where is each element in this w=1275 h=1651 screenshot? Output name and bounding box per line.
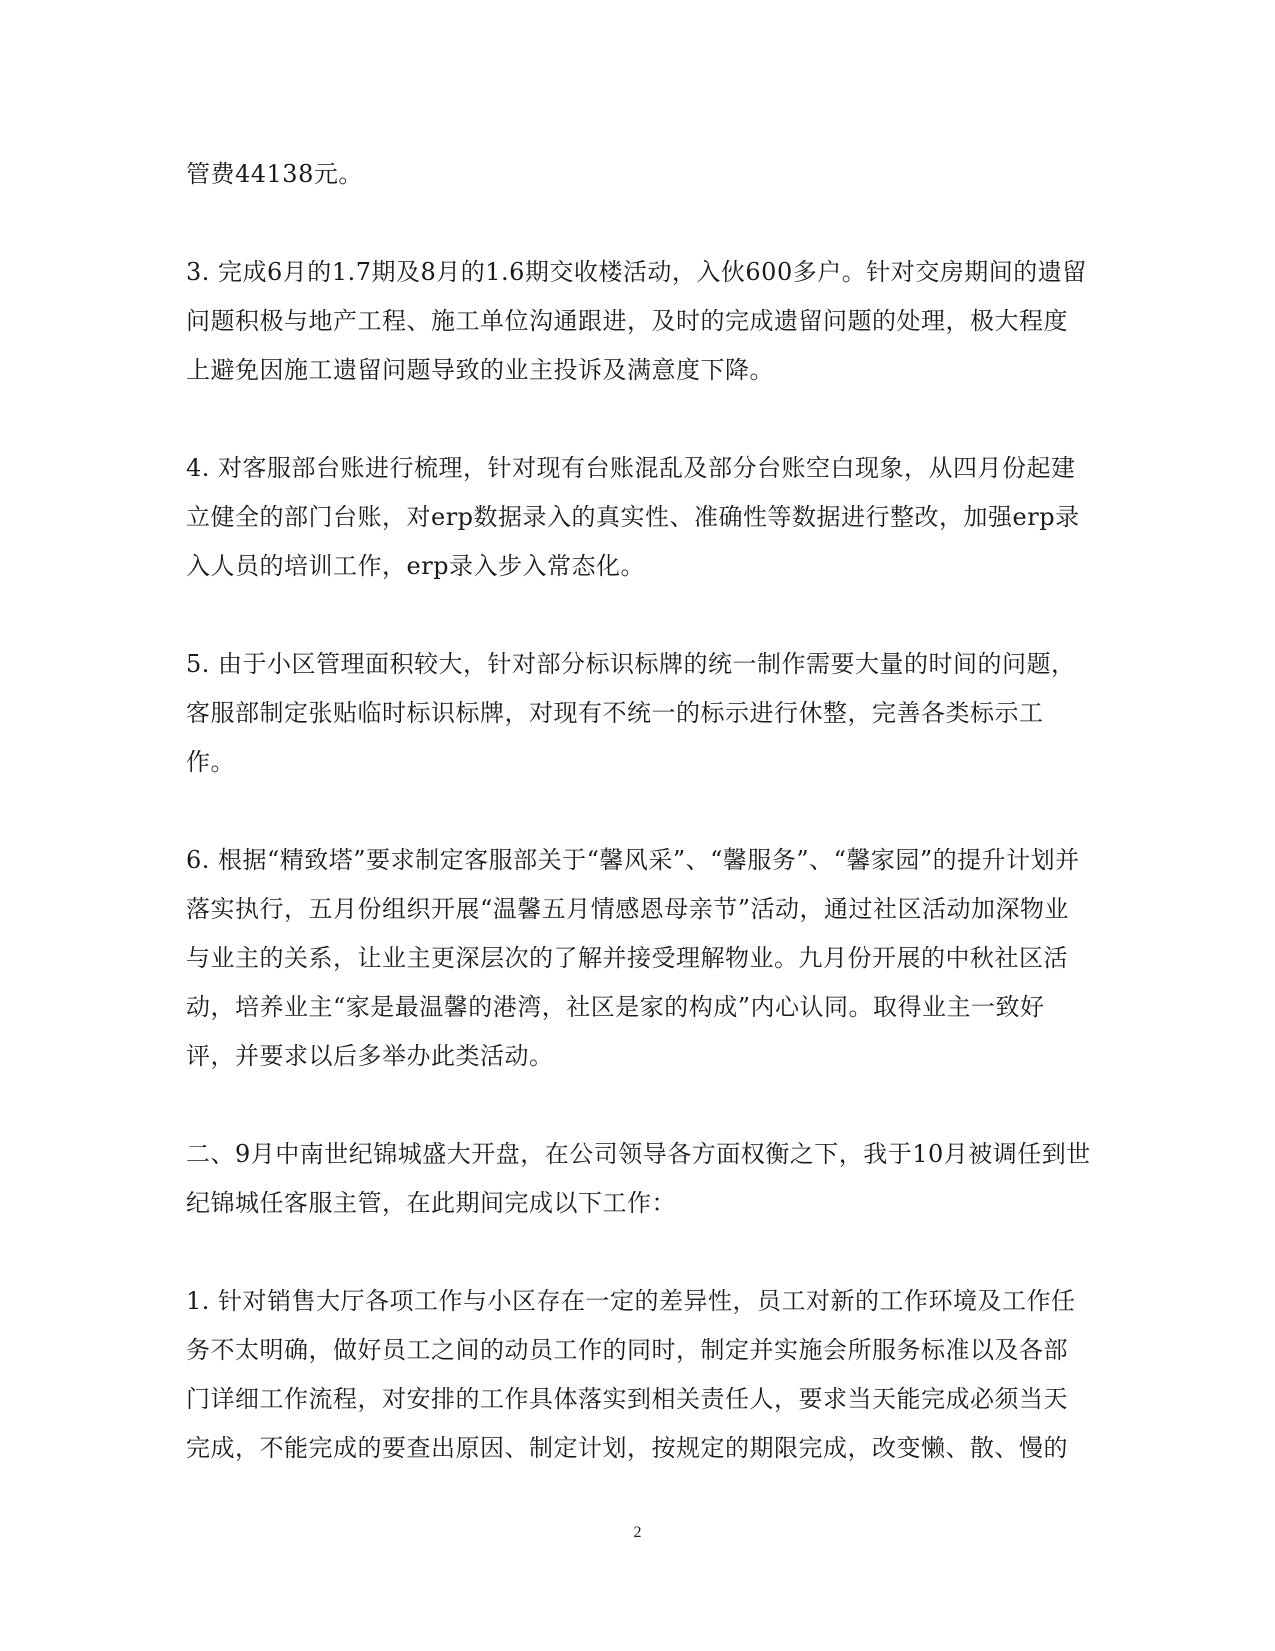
paragraph-gap xyxy=(186,1081,1091,1130)
paragraph-item-4: 4. 对客服部台账进行梳理，针对现有台账混乱及部分台账空白现象，从四月份起建立健全的部门台账，对erp数据录入的真实性、准确性等数据进行整改，加强erp录入人员的培训工作，erp录入步入常态化。 xyxy=(186,454,1080,580)
paragraph-fee-total: 管费44138元。 xyxy=(186,160,363,188)
paragraph-section-two: 二、9月中南世纪锦城盛大开盘，在公司领导各方面权衡之下，我于10月被调任到世纪锦城任客服主管，在此期间完成以下工作： xyxy=(186,1140,1091,1217)
paragraph-item-3: 3. 完成6月的1.7期及8月的1.6期交收楼活动，入伙600多户。针对交房期间的遗留问题积极与地产工程、施工单位沟通跟进，及时的完成遗留问题的处理，极大程度上避免因施工遗留问题导致的业主投诉及满意度下降。 xyxy=(186,258,1087,384)
page-number: 2 xyxy=(633,1524,642,1541)
paragraph-gap xyxy=(186,1228,1091,1277)
paragraph-gap xyxy=(186,787,1091,836)
paragraph-item-6: 6. 根据“精致塔”要求制定客服部关于“馨风采”、“馨服务”、“馨家园”的提升计划并落实执行，五月份组织开展“温馨五月情感恩母亲节”活动，通过社区活动加深物业与业主的关系，让业主更深层次的了解并接受理解物业。九月份开展的中秋社区活动，培养业主“家是最温馨的港湾，社区是家的构成”内心认同。取得业主一致好评，并要求以后多举办此类活动。 xyxy=(186,846,1080,1070)
paragraph-gap xyxy=(186,199,1091,248)
paragraph-gap xyxy=(186,395,1091,444)
paragraph-item-5: 5. 由于小区管理面积较大，针对部分标识标牌的统一制作需要大量的时间的问题，客服部制定张贴临时标识标牌，对现有不统一的标示进行休整，完善各类标示工作。 xyxy=(186,650,1076,776)
paragraph-gap xyxy=(186,591,1091,640)
document-body xyxy=(186,150,1091,1473)
paragraph-item-1: 1. 针对销售大厅各项工作与小区存在一定的差异性，员工对新的工作环境及工作任务不太明确，做好员工之间的动员工作的同时，制定并实施会所服务标准以及各部门详细工作流程，对安排的工作具体落实到相关责任人，要求当天能完成必须当天完成，不能完成的要查出原因、制定计划，按规定的期限完成，改变懒、散、慢的 xyxy=(186,1287,1076,1462)
